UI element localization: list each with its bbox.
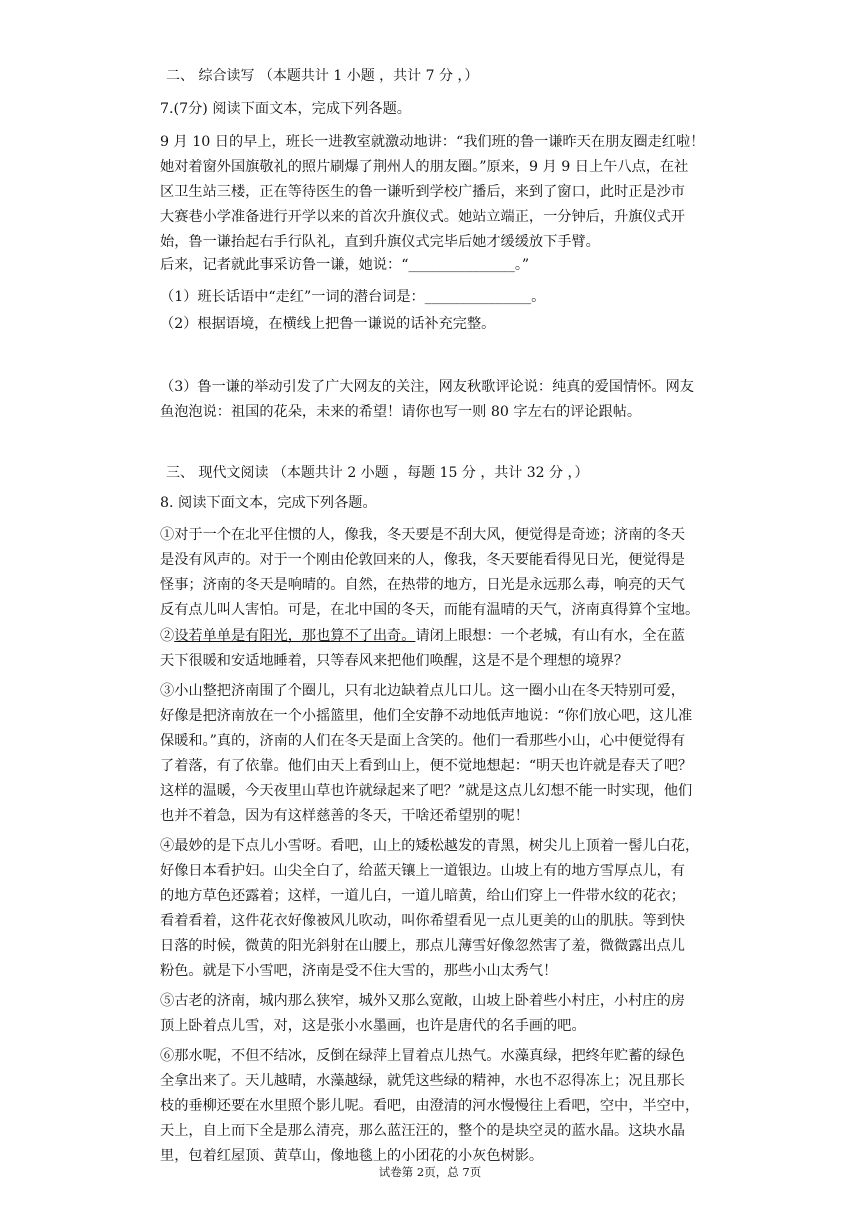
q8-para6-line-1: ⑥那水呢，不但不结冰，反倒在绿萍上冒着点儿热气。水藻真绿，把终年贮蓄的绿色: [160, 1048, 685, 1064]
para2-marker: ②: [160, 628, 175, 644]
q8-para3-line-2: 好像是把济南放在一个小摇篮里，他们全安静不动地低声地说：“你们放心吧，这儿准: [160, 708, 693, 724]
section-3-heading: 三、 现代文阅读 （本题共计 2 小题 ，每题 15 分 ，共计 32 分 ，）: [166, 465, 589, 481]
q7-subquestion-1: （1）班长话语中“走红”一词的潜台词是：_______________。: [160, 289, 546, 305]
q8-para5-line-2: 顶上卧着点儿雪，对，这是张小水墨画，也许是唐代的名手画的吧。: [160, 1018, 586, 1034]
q7-passage-line-2: 她对着窗外国旗敬礼的照片刷爆了荆州人的朋友圈。”原来，9 月 9 日上午八点，在社: [160, 159, 689, 175]
q8-para1-line-2: 是没有风声的。对于一个刚由伦敦回来的人，像我，冬天要能看得见日光，便觉得是: [160, 552, 685, 568]
q8-para4-line-4: 看着看着，这件花衣好像被风儿吹动，叫你希望看见一点儿更美的山的肌肤。等到快: [160, 913, 685, 929]
q7-interview-line: 后来，记者就此事采访鲁一谦，她说：“_______________。”: [160, 257, 530, 273]
q7-passage-line-5: 始，鲁一谦抬起右手行队礼，直到升旗仪式完毕后她才缓缓放下手臂。: [160, 234, 600, 250]
q8-para3-line-5: 这样的温暖，今天夜里山草也许就绿起来了吧？”就是这点儿幻想不能一时实现，他们: [160, 783, 693, 799]
q7-subquestion-3-line-2: 鱼泡泡说：祖国的花朵，未来的希望！请你也写一则 80 字左右的评论跟帖。: [160, 404, 642, 420]
para2-text: 请闭上眼想：一个老城，有山有水，全在蓝: [415, 628, 685, 644]
q8-para1-line-4: 反有点儿叫人害怕。可是，在北中国的冬天，而能有温晴的天气，济南真得算个宝地。: [160, 602, 700, 618]
q8-para2-line-2: 天下很暖和安适地睡着，只等春风来把他们唤醒，这是不是个理想的境界？: [160, 653, 629, 669]
q8-para4-line-1: ④最妙的是下点儿小雪呀。看吧，山上的矮松越发的青黑，树尖儿上顶着一髻儿白花，: [160, 838, 700, 854]
q8-para4-line-5: 日落的时候，微黄的阳光斜射在山腰上，那点儿薄雪好像忽然害了羞，微微露出点儿: [160, 938, 685, 954]
q8-para1-line-1: ①对于一个在北平住惯的人，像我，冬天要是不刮大风，便觉得是奇迹；济南的冬天: [160, 527, 685, 543]
page-footer: 试卷第 2页，总 7页: [378, 1165, 482, 1179]
q7-subquestion-3-line-1: （3）鲁一谦的举动引发了广大网友的关注，网友秋歌评论说：纯真的爱国情怀。网友: [160, 379, 694, 395]
q8-para4-line-2: 好像日本看护妇。山尖全白了，给蓝天镶上一道银边。山坡上有的地方雪厚点儿，有: [160, 863, 685, 879]
q8-para6-line-3: 枝的垂柳还要在水里照个影儿呢。看吧，由澄清的河水慢慢往上看吧，空中，半空中，: [160, 1098, 700, 1114]
q7-passage-line-4: 大赛巷小学准备进行开学以来的首次升旗仪式。她站立端正，一分钟后，升旗仪式开: [160, 209, 685, 225]
question-8-stem: 8. 阅读下面文本，完成下列各题。: [160, 495, 377, 511]
q8-para5-line-1: ⑤古老的济南，城内那么狭窄，城外又那么宽敞，山坡上卧着些小村庄，小村庄的房: [160, 993, 685, 1009]
q7-passage-line-3: 区卫生站三楼，正在等待医生的鲁一谦听到学校广播后，来到了窗口，此时正是沙市: [160, 184, 685, 200]
q8-para3-line-1: ③小山整把济南围了个圈儿，只有北边缺着点儿口儿。这一圈小山在冬天特别可爱，: [160, 683, 685, 699]
q8-para6-line-5: 里，包着红屋顶、黄草山，像地毯上的小团花的小灰色树影。: [160, 1148, 544, 1164]
q8-para4-line-3: 的地方草色还露着；这样，一道儿白，一道儿暗黄，给山们穿上一件带水纹的花衣；: [160, 888, 685, 904]
q8-para3-line-6: 也并不着急，因为有这样慈善的冬天，干啥还希望别的呢！: [160, 808, 529, 824]
question-7-stem: 7.(7分) 阅读下面文本，完成下列各题。: [160, 101, 411, 117]
q8-para6-line-4: 天上，自上而下全是那么清亮，那么蓝汪汪的，整个的是块空灵的蓝水晶。这块水晶: [160, 1123, 685, 1139]
q8-para4-line-6: 粉色。就是下小雪吧，济南是受不住大雪的，那些小山太秀气！: [160, 963, 558, 979]
q7-passage-line-1: 9 月 10 日的早上，班长一进教室就激动地讲：“我们班的鲁一谦昨天在朋友圈走红啦！: [160, 134, 705, 150]
q8-para3-line-4: 了着落，有了依靠。他们由天上看到山上，便不觉地想起：“明天也许就是春天了吧？: [160, 758, 693, 774]
q8-para1-line-3: 怪事；济南的冬天是响晴的。自然，在热带的地方，日光是永远那么毒，响亮的天气: [160, 577, 685, 593]
q7-subquestion-2: （2）根据语境，在横线上把鲁一谦说的话补充完整。: [160, 316, 496, 332]
q8-para2-line-1: [160, 626, 685, 646]
underlined-sentence: 设若单单是有阳光，那也算不了出奇。: [174, 628, 416, 644]
q8-para3-line-3: 保暖和。”真的，济南的人们在冬天是面上含笑的。他们一看那些小山，心中便觉得有: [160, 733, 686, 749]
section-2-heading: 二、 综合读写 （本题共计 1 小题 ，共计 7 分 ，）: [166, 68, 479, 84]
q8-para6-line-2: 全拿出来了。天儿越晴，水藻越绿，就凭这些绿的精神，水也不忍得冻上；况且那长: [160, 1073, 685, 1089]
